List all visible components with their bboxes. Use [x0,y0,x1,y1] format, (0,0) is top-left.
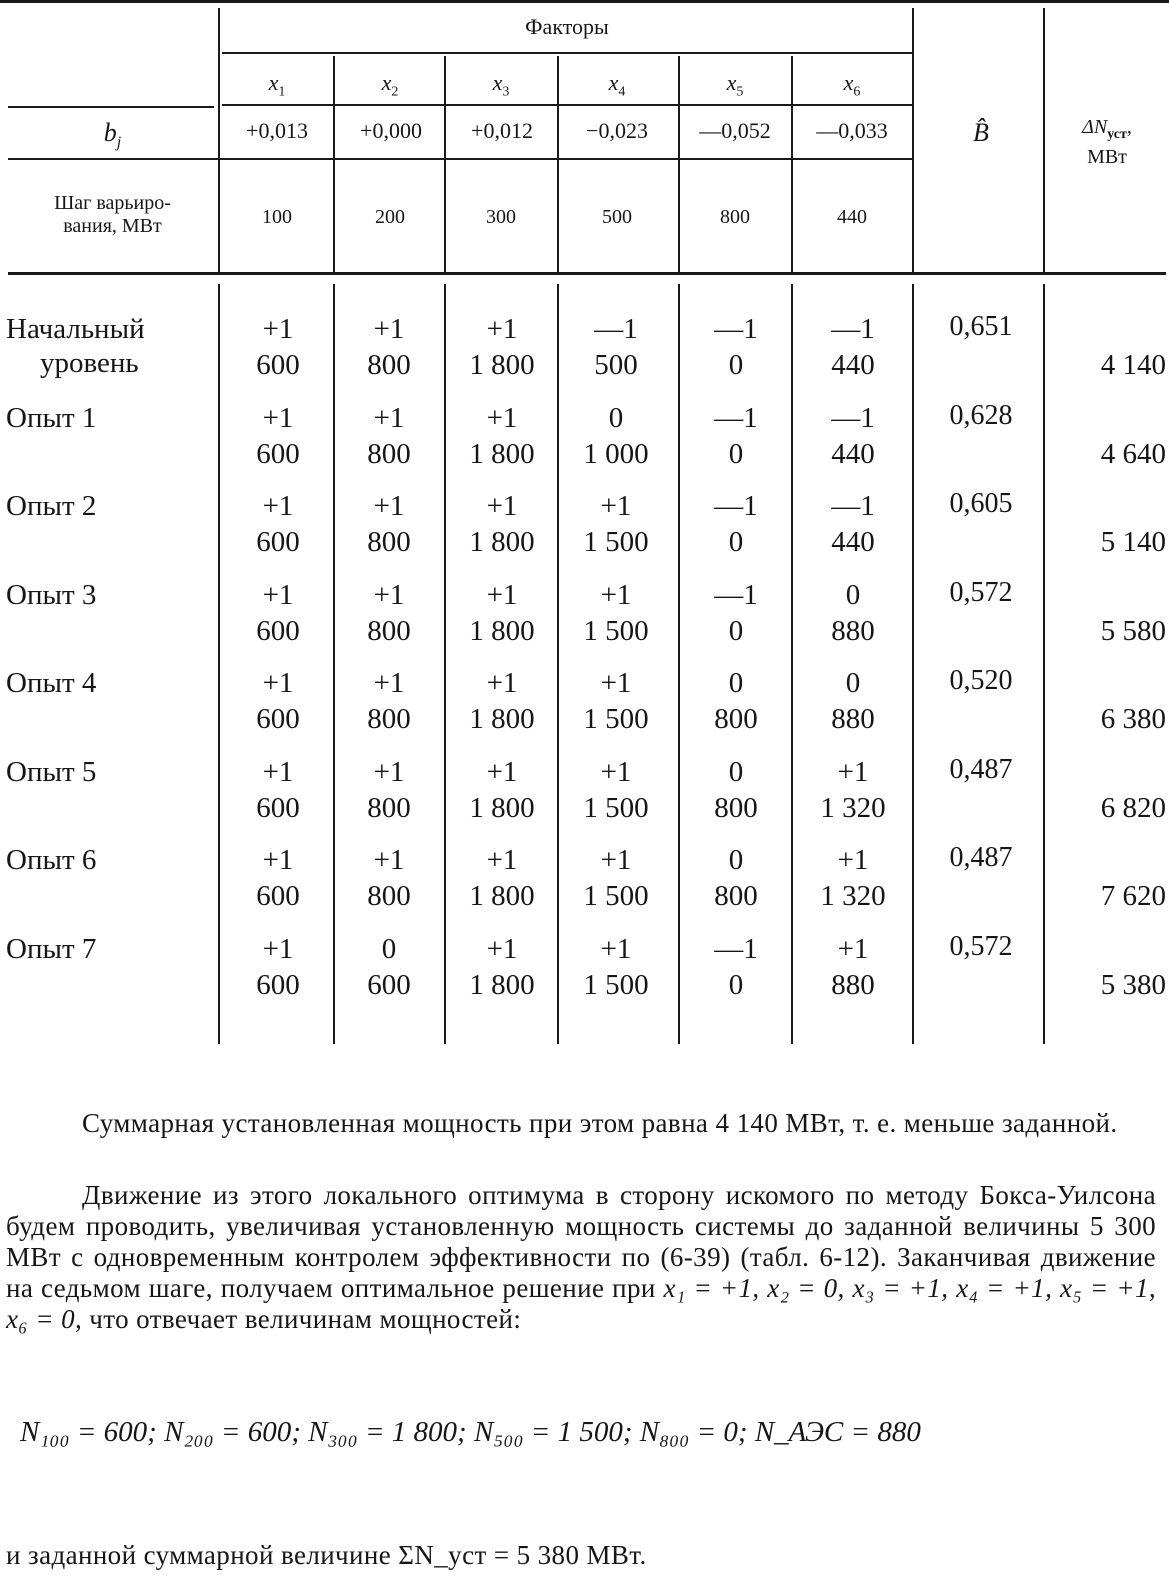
value-cell: 500 [594,349,638,381]
value-cell: 0 [728,526,744,558]
row-label: Опыт 3 [6,578,97,611]
value-cell: 1 500 [583,526,649,558]
level-cell: +1 [600,578,632,611]
value-cell: 800 [367,614,411,647]
level-cell: 0 [728,844,744,876]
final-sentence: и заданной суммарной величине ΣN_уст = 5 380 МВт. [6,1540,647,1570]
factor-x5-heading: $x_5$ [726,70,744,100]
power-formula: N₁₀₀ = 600; N₂₀₀ = 600; N₃₀₀ = 1 800; N₅₀₀ = 1 500; N₈₀₀ = 0; N_АЭС = 880 [20,1416,921,1448]
value-cell: 1 800 [469,703,535,735]
level-cell: +1 [486,932,518,965]
delta-n-cell: 5 380 [1100,968,1166,1001]
step-x6: 440 [837,206,867,228]
level-cell: +1 [373,755,405,788]
delta-n-cell: 4 140 [1100,349,1166,381]
body-vline-7 [912,284,914,1044]
b-value-x1: +0,013 [246,118,308,143]
value-cell: 800 [367,437,411,470]
value-cell: 1 320 [820,791,886,824]
body-vline-1 [218,284,220,1044]
value-cell: 800 [367,880,411,912]
delta-n-cell: 7 620 [1100,880,1166,912]
b-value-x5: —0,052 [699,118,771,143]
level-cell: +1 [373,401,405,434]
factors-heading: Факторы [525,14,609,39]
value-cell: 1 500 [583,703,649,735]
value-cell: 440 [831,349,875,381]
level-cell: —1 [831,313,875,345]
value-cell: 1 800 [469,437,535,470]
level-cell: —1 [831,490,875,522]
step-x3: 300 [486,206,516,228]
delta-n-cell: 4 640 [1100,437,1166,470]
row-label: Опыт 7 [6,932,97,965]
table-vline-7 [912,8,914,274]
value-cell: 800 [714,880,758,912]
value-cell: 1 800 [469,968,535,1001]
level-cell: +1 [486,844,518,876]
body-vline-4 [557,284,559,1044]
value-cell: 0 [728,349,744,381]
value-cell: 1 000 [583,437,649,470]
delta-n-cell: 5 140 [1100,526,1166,558]
value-cell: 600 [256,614,300,647]
table-top-rule [0,0,1169,3]
b-value-x4: −0,023 [586,118,648,143]
value-cell: 1 800 [469,614,535,647]
value-cell: 800 [367,349,411,381]
level-cell: +1 [373,667,405,699]
row-label: Начальный уровень [6,313,145,379]
value-cell: 0 [728,614,744,647]
level-cell: +1 [373,490,405,522]
level-cell: —1 [714,578,758,611]
step-label: Шаг варьиро- вания, МВт [54,192,171,237]
body-vline-3 [444,284,446,1044]
factor-x2-heading: $x_2$ [381,70,399,100]
level-cell: +1 [600,844,632,876]
step-x4: 500 [602,206,632,228]
value-cell: 1 800 [469,526,535,558]
level-cell: 0 [728,667,744,699]
value-cell: 1 500 [583,791,649,824]
level-cell: +1 [262,578,294,611]
b-hat-cell: 0,628 [949,399,1013,431]
table-vline-6 [791,56,793,272]
level-cell: —1 [831,401,875,434]
value-cell: 880 [831,968,875,1001]
value-cell: 600 [256,703,300,735]
value-cell: 800 [714,703,758,735]
level-cell: 0 [845,578,861,611]
paragraph-2: Движение из этого локального оптимума в сторону искомого по методу Бокса-Уилсона будем проводить, увеличивая установленную мощность системы до заданной величины 5 300 МВт с одновременным контролем эффективности по (6-39) (табл. 6-12). Заканчивая движение на седьмом шаге, получаем оптимальное решение при x₁ = +1, x₂ = 0, x₃ = +1, x₄ = +1, x₅ = +1, x₆ = 0, что отвечает величинам мощностей: [6,1180,1157,1334]
level-cell: +1 [262,932,294,965]
level-cell: +1 [373,844,405,876]
level-cell: +1 [262,755,294,788]
body-vline-5 [678,284,680,1044]
level-cell: +1 [837,755,869,788]
level-cell: +1 [262,844,294,876]
step-x2: 200 [375,206,405,228]
level-cell: +1 [486,401,518,434]
value-cell: 1 500 [583,880,649,912]
level-cell: —1 [594,313,638,345]
bj-underline [8,158,912,160]
level-cell: +1 [373,313,405,345]
value-cell: 800 [367,703,411,735]
value-cell: 1 500 [583,968,649,1001]
optimum-condition: x₁ = +1, x₂ = 0, x₃ = +1, x₄ = +1, x₅ = +1, x₆ = 0, [6,1273,1157,1334]
value-cell: 1 500 [583,614,649,647]
value-cell: 440 [831,526,875,558]
level-cell: —1 [714,932,758,965]
b-value-x3: +0,012 [471,118,533,143]
level-cell: +1 [262,313,294,345]
bj-label: $b_j$ [103,118,122,152]
paragraph-1: Суммарная установленная мощность при этом равна 4 140 МВт, т. е. меньше заданной. [82,1108,1118,1138]
level-cell: +1 [600,490,632,522]
value-cell: 1 320 [820,880,886,912]
value-cell: 1 800 [469,791,535,824]
level-cell: +1 [600,755,632,788]
level-cell: —1 [714,490,758,522]
level-cell: +1 [486,490,518,522]
value-cell: 600 [256,791,300,824]
delta-n-cell: 5 580 [1100,614,1166,647]
level-cell: 0 [728,755,744,788]
value-cell: 880 [831,703,875,735]
b-value-x2: +0,000 [360,118,422,143]
factor-x3-heading: $x_3$ [492,70,510,100]
body-vline-2 [333,284,335,1044]
step-x5: 800 [720,206,750,228]
value-cell: 600 [367,968,411,1001]
level-cell: 0 [845,667,861,699]
value-cell: 1 800 [469,349,535,381]
level-cell: +1 [373,578,405,611]
value-cell: 800 [367,791,411,824]
body-vline-6 [791,284,793,1044]
level-cell: 0 [608,401,624,434]
row-label: Опыт 4 [6,667,97,699]
row-label: Опыт 6 [6,844,97,876]
factor-x6-heading: $x_6$ [843,70,861,100]
level-cell: +1 [837,844,869,876]
delta-n-cell: 6 380 [1100,703,1166,735]
value-cell: 800 [714,791,758,824]
x-header-underline [222,104,912,106]
level-cell: 0 [381,932,397,965]
b-hat-cell: 0,487 [949,842,1013,873]
level-cell: +1 [486,578,518,611]
row-label: Опыт 1 [6,401,97,434]
value-cell: 1 800 [469,880,535,912]
b-hat-cell: 0,605 [949,488,1013,519]
b-hat-cell: 0,651 [949,311,1013,342]
b-hat-cell: 0,572 [949,576,1013,608]
b-hat-cell: 0,520 [949,665,1013,696]
factor-x4-heading: $x_4$ [608,70,626,100]
b-hat-cell: 0,572 [949,930,1013,962]
level-cell: +1 [600,667,632,699]
delta-n-unit: МВт [1087,146,1127,168]
value-cell: 600 [256,526,300,558]
level-cell: —1 [714,313,758,345]
row-label: Опыт 2 [6,490,97,522]
factors-underline [222,52,912,54]
b-value-x6: —0,033 [816,118,888,143]
level-cell: +1 [262,401,294,434]
level-cell: +1 [837,932,869,965]
step-x1: 100 [262,206,292,228]
value-cell: 0 [728,437,744,470]
level-cell: +1 [486,755,518,788]
delta-n-heading [1048,116,1166,168]
b-hat-cell: 0,487 [949,753,1013,785]
delta-n-symbol: $\Delta N_{уст}$, [1082,116,1132,142]
value-cell: 800 [367,526,411,558]
level-cell: +1 [262,490,294,522]
row-label: Опыт 5 [6,755,97,788]
value-cell: 600 [256,880,300,912]
value-cell: 600 [256,349,300,381]
level-cell: —1 [714,401,758,434]
bj-row-rule [8,106,214,108]
value-cell: 880 [831,614,875,647]
header-bottom-rule [8,272,1166,275]
value-cell: 600 [256,968,300,1001]
level-cell: +1 [600,932,632,965]
delta-n-cell: 6 820 [1100,791,1166,824]
factor-x1-heading: $x_1$ [268,70,286,100]
value-cell: 600 [256,437,300,470]
b-hat-heading: B̂ [973,118,989,147]
level-cell: +1 [486,313,518,345]
table-vline-4 [557,56,559,272]
value-cell: 440 [831,437,875,470]
level-cell: +1 [262,667,294,699]
level-cell: +1 [486,667,518,699]
value-cell: 0 [728,968,744,1001]
